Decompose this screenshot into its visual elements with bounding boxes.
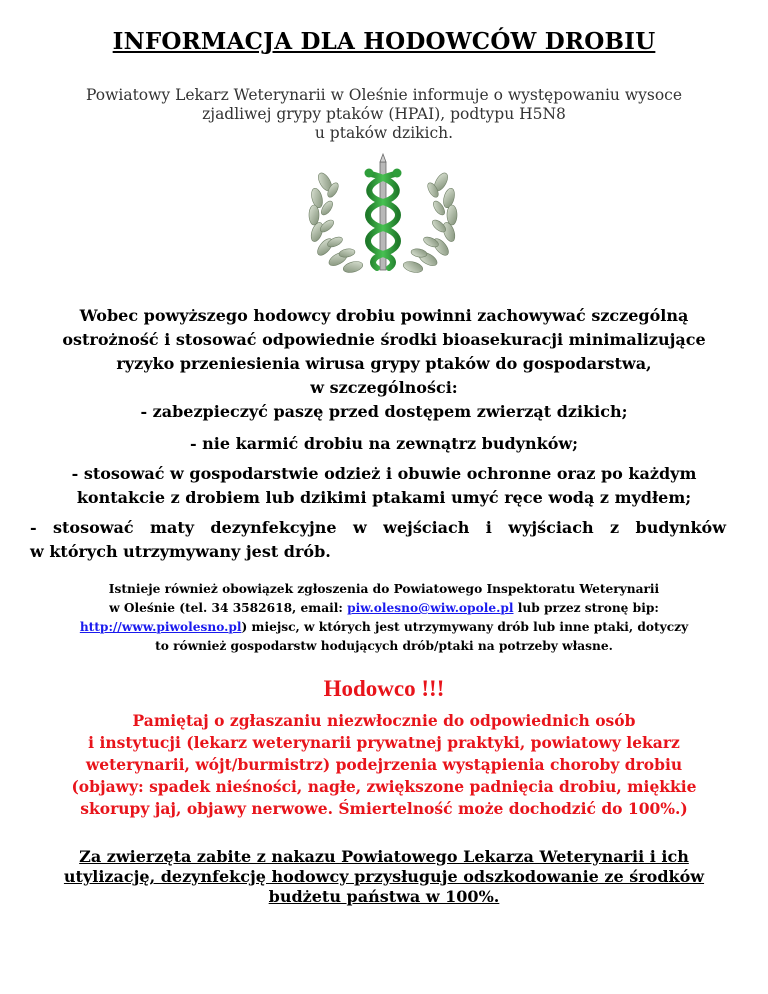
warning-heading: Hodowco !!! (323, 676, 445, 701)
warning-line: skorupy jaj, objawy nerwowe. Śmiertelność może dochodzić do 100%.) (80, 799, 688, 818)
info-text: w Oleśnie (tel. 34 3582618, email: (109, 601, 348, 615)
footer-line: budżetu państwa w 100%. (268, 887, 500, 906)
bullet-text: w których utrzymywany jest drób. (30, 542, 331, 561)
bullet-item (20, 462, 748, 510)
bullet-text: kontakcie z drobiem lub dzikimi ptakami umyć ręce wodą z mydłem; (76, 488, 692, 507)
email-link[interactable]: piw.olesno@wiw.opole.pl (347, 601, 514, 615)
intro-line: Powiatowy Lekarz Weterynarii w Oleśnie informuje o występowaniu wysoce (85, 86, 683, 104)
bullet-text: - stosować maty dezynfekcyjne w wejściach i wyjściach z budynków (30, 518, 726, 537)
warning-paragraph (20, 710, 748, 820)
veterinary-emblem-icon (303, 152, 463, 280)
intro-paragraph (24, 86, 744, 143)
intro-line: u ptaków dzikich. (314, 124, 454, 142)
intro-line: zjadliwej grypy ptaków (HPAI), podtypu H5N8 (202, 105, 566, 123)
warning-line: Pamiętaj o zgłaszaniu niezwłocznie do odpowiednich osób (132, 711, 636, 730)
warning-line: weterynarii, wójt/burmistrz) podejrzenia wystąpienia choroby drobiu (85, 755, 683, 774)
info-text: ) miejsc, w których jest utrzymywany drób lub inne ptaki, dotyczy (241, 620, 689, 634)
footer-line: utylizację, dezynfekcję hodowcy przysługuje odszkodowanie ze środków (63, 867, 705, 886)
bullet-item (20, 400, 748, 424)
compensation-note (20, 847, 748, 907)
page-title: INFORMACJA DLA HODOWCÓW DROBIU (112, 28, 656, 55)
info-paragraph (30, 580, 738, 656)
main-line: ryzyko przeniesienia wirusa grypy ptaków do gospodarstwa, (116, 354, 652, 373)
footer-line: Za zwierzęta zabite z nakazu Powiatowego Lekarza Weterynarii i ich (79, 847, 689, 866)
main-line: Wobec powyższego hodowcy drobiu powinni zachowywać szczególną (79, 306, 689, 325)
info-line (30, 618, 738, 637)
info-text: lub przez stronę bip: (513, 601, 659, 615)
bullet-text: - zabezpieczyć paszę przed dostępem zwierząt dzikich; (140, 402, 628, 421)
main-line: w szczególności: (310, 378, 458, 397)
bullet-text: - stosować w gospodarstwie odzież i obuwie ochronne oraz po każdym (71, 464, 697, 483)
info-line: Istnieje również obowiązek zgłoszenia do Powiatowego Inspektoratu Weterynarii (108, 582, 660, 596)
main-paragraph (20, 304, 748, 400)
warning-line: (objawy: spadek nieśności, nagłe, zwiększone padnięcia drobiu, miękkie (71, 777, 697, 796)
bullet-text: - nie karmić drobiu na zewnątrz budynków; (189, 434, 579, 453)
bullet-item (20, 432, 748, 456)
main-line: ostrożność i stosować odpowiednie środki bioasekuracji minimalizujące (62, 330, 706, 349)
info-line: to również gospodarstw hodujących drób/ptaki na potrzeby własne. (155, 639, 613, 653)
bullet-item (30, 516, 726, 564)
warning-line: i instytucji (lekarz weterynarii prywatnej praktyki, powiatowy lekarz (88, 733, 680, 752)
info-line (30, 599, 738, 618)
website-link[interactable]: http://www.piwolesno.pl (79, 620, 242, 634)
